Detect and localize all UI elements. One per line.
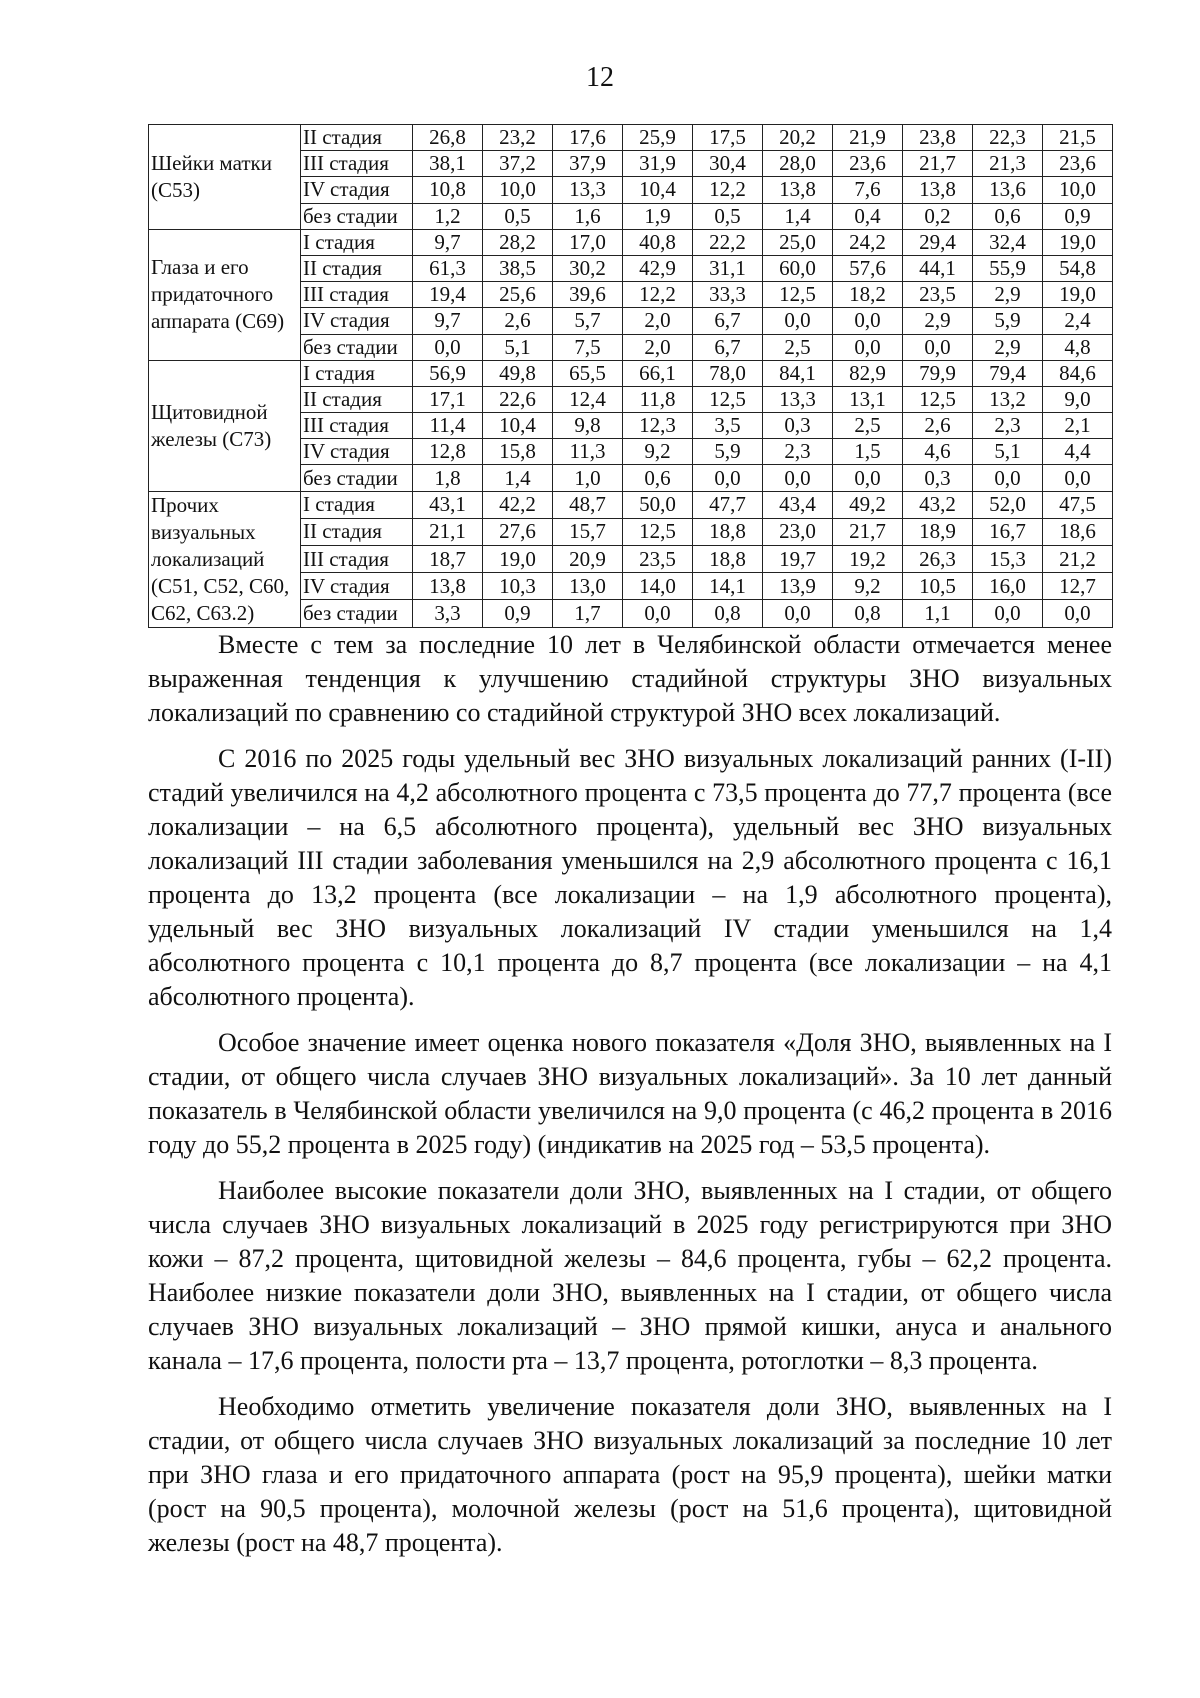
value-cell: 16,0 [973, 573, 1043, 600]
value-cell: 11,8 [623, 386, 693, 412]
stage-cell: I стадия [301, 360, 413, 386]
paragraph: Необходимо отметить увеличение показателя доли ЗНО, выявленных на I стадии, от общего числа случаев ЗНО визуальных локализаций за последние 10 лет при ЗНО глаза и его придаточного аппарата (рост на 95,9 процента), шейки матки (рост на 90,5 процента), молочной железы (рост на 51,6 процента), щитовидной железы (рост на 48,7 процента). [148, 1392, 1112, 1557]
value-cell: 13,8 [413, 573, 483, 600]
page-number: 12 [586, 62, 614, 93]
value-cell: 78,0 [693, 360, 763, 386]
value-cell: 21,2 [1043, 546, 1113, 573]
value-cell: 22,2 [693, 229, 763, 255]
stage-cell: IV стадия [301, 308, 413, 334]
value-cell: 19,7 [763, 546, 833, 573]
value-cell: 0,5 [693, 203, 763, 229]
value-cell: 21,1 [413, 518, 483, 545]
value-cell: 4,6 [903, 439, 973, 465]
value-cell: 25,6 [483, 282, 553, 308]
value-cell: 10,0 [483, 177, 553, 203]
stage-cell: IV стадия [301, 439, 413, 465]
value-cell: 18,6 [1043, 518, 1113, 545]
value-cell: 13,1 [833, 386, 903, 412]
value-cell: 82,9 [833, 360, 903, 386]
value-cell: 17,5 [693, 125, 763, 151]
stage-cell: IV стадия [301, 177, 413, 203]
stage-cell: без стадии [301, 203, 413, 229]
value-cell: 10,8 [413, 177, 483, 203]
value-cell: 21,7 [833, 518, 903, 545]
value-cell: 15,3 [973, 546, 1043, 573]
value-cell: 42,2 [483, 491, 553, 518]
value-cell: 23,5 [903, 282, 973, 308]
value-cell: 39,6 [553, 282, 623, 308]
value-cell: 1,0 [553, 465, 623, 491]
value-cell: 49,2 [833, 491, 903, 518]
value-cell: 0,0 [1043, 465, 1113, 491]
stage-cell: III стадия [301, 282, 413, 308]
paragraph: Особое значение имеет оценка нового показателя «Доля ЗНО, выявленных на I стадии, от общего числа случаев ЗНО визуальных локализаций». За 10 лет данный показатель в Челябинской области увеличился на 9,0 процента (с 46,2 процента в 2016 году до 55,2 процента в 2025 году) (индикатив на 2025 год – 53,5 процента). [148, 1028, 1112, 1159]
value-cell: 13,6 [973, 177, 1043, 203]
table-row [149, 491, 1113, 518]
value-cell: 11,3 [553, 439, 623, 465]
value-cell: 28,2 [483, 229, 553, 255]
value-cell: 4,4 [1043, 439, 1113, 465]
value-cell: 50,0 [623, 491, 693, 518]
value-cell: 2,5 [833, 413, 903, 439]
value-cell: 0,6 [623, 465, 693, 491]
table-row [149, 229, 1113, 255]
value-cell: 9,7 [413, 308, 483, 334]
value-cell: 2,9 [973, 282, 1043, 308]
value-cell: 22,3 [973, 125, 1043, 151]
value-cell: 16,7 [973, 518, 1043, 545]
value-cell: 13,8 [763, 177, 833, 203]
value-cell: 20,9 [553, 546, 623, 573]
value-cell: 0,0 [763, 465, 833, 491]
value-cell: 0,0 [833, 334, 903, 360]
value-cell: 22,6 [483, 386, 553, 412]
value-cell: 26,3 [903, 546, 973, 573]
value-cell: 0,0 [973, 600, 1043, 627]
value-cell: 42,9 [623, 255, 693, 281]
value-cell: 14,1 [693, 573, 763, 600]
stage-cell: I стадия [301, 229, 413, 255]
value-cell: 79,9 [903, 360, 973, 386]
value-cell: 65,5 [553, 360, 623, 386]
site-cell: Шейки матки (С53) [149, 125, 301, 230]
paragraph: Вместе с тем за последние 10 лет в Челябинской области отмечается менее выраженная тенденция к улучшению стадийной структуры ЗНО визуальных локализаций по сравнению со стадийной структурой ЗНО всех локализаций. [148, 630, 1112, 727]
value-cell: 31,1 [693, 255, 763, 281]
value-cell: 25,0 [763, 229, 833, 255]
value-cell: 17,6 [553, 125, 623, 151]
value-cell: 0,3 [763, 413, 833, 439]
value-cell: 2,0 [623, 334, 693, 360]
value-cell: 5,1 [973, 439, 1043, 465]
value-cell: 10,0 [1043, 177, 1113, 203]
value-cell: 3,5 [693, 413, 763, 439]
site-cell: Глаза и его придаточного аппарата (С69) [149, 229, 301, 360]
value-cell: 0,0 [833, 308, 903, 334]
value-cell: 1,1 [903, 600, 973, 627]
value-cell: 5,9 [973, 308, 1043, 334]
value-cell: 19,2 [833, 546, 903, 573]
stage-cell: II стадия [301, 125, 413, 151]
value-cell: 84,6 [1043, 360, 1113, 386]
value-cell: 17,1 [413, 386, 483, 412]
value-cell: 66,1 [623, 360, 693, 386]
value-cell: 60,0 [763, 255, 833, 281]
value-cell: 12,4 [553, 386, 623, 412]
value-cell: 21,9 [833, 125, 903, 151]
value-cell: 18,8 [693, 546, 763, 573]
paragraph: Наиболее высокие показатели доли ЗНО, выявленных на I стадии, от общего числа случаев ЗНО визуальных локализаций в 2025 году регистрируются при ЗНО кожи – 87,2 процента, щитовидной железы – 84,6 процента, губы – 62,2 процента. Наиболее низкие показатели доли ЗНО, выявленных на I стадии, от общего числа случаев ЗНО визуальных локализаций – ЗНО прямой кишки, ануса и анального канала – 17,6 процента, полости рта – 13,7 процента, ротоглотки – 8,3 процента. [148, 1176, 1112, 1375]
stage-cell: I стадия [301, 491, 413, 518]
stage-cell: II стадия [301, 386, 413, 412]
value-cell: 43,1 [413, 491, 483, 518]
value-cell: 17,0 [553, 229, 623, 255]
stage-cell: без стадии [301, 465, 413, 491]
value-cell: 28,0 [763, 151, 833, 177]
value-cell: 19,0 [1043, 282, 1113, 308]
value-cell: 19,0 [1043, 229, 1113, 255]
value-cell: 1,9 [623, 203, 693, 229]
value-cell: 10,3 [483, 573, 553, 600]
value-cell: 19,4 [413, 282, 483, 308]
value-cell: 33,3 [693, 282, 763, 308]
stage-cell: III стадия [301, 151, 413, 177]
value-cell: 23,8 [903, 125, 973, 151]
value-cell: 9,8 [553, 413, 623, 439]
value-cell: 0,0 [833, 465, 903, 491]
value-cell: 30,2 [553, 255, 623, 281]
stage-cell: III стадия [301, 546, 413, 573]
value-cell: 27,6 [483, 518, 553, 545]
value-cell: 5,9 [693, 439, 763, 465]
stage-structure-table [148, 124, 1113, 628]
value-cell: 2,5 [763, 334, 833, 360]
value-cell: 57,6 [833, 255, 903, 281]
value-cell: 21,3 [973, 151, 1043, 177]
value-cell: 37,9 [553, 151, 623, 177]
stage-cell: II стадия [301, 255, 413, 281]
value-cell: 0,2 [903, 203, 973, 229]
value-cell: 1,8 [413, 465, 483, 491]
value-cell: 0,0 [623, 600, 693, 627]
value-cell: 47,5 [1043, 491, 1113, 518]
value-cell: 18,8 [693, 518, 763, 545]
stage-cell: II стадия [301, 518, 413, 545]
value-cell: 12,5 [763, 282, 833, 308]
value-cell: 6,7 [693, 334, 763, 360]
value-cell: 13,9 [763, 573, 833, 600]
value-cell: 2,6 [903, 413, 973, 439]
value-cell: 31,9 [623, 151, 693, 177]
value-cell: 23,6 [1043, 151, 1113, 177]
value-cell: 13,2 [973, 386, 1043, 412]
value-cell: 0,5 [483, 203, 553, 229]
value-cell: 5,1 [483, 334, 553, 360]
value-cell: 29,4 [903, 229, 973, 255]
value-cell: 11,4 [413, 413, 483, 439]
value-cell: 7,6 [833, 177, 903, 203]
body-text [148, 628, 1112, 1572]
value-cell: 2,9 [973, 334, 1043, 360]
value-cell: 15,8 [483, 439, 553, 465]
value-cell: 9,0 [1043, 386, 1113, 412]
value-cell: 5,7 [553, 308, 623, 334]
value-cell: 61,3 [413, 255, 483, 281]
table-row [149, 125, 1113, 151]
value-cell: 1,4 [763, 203, 833, 229]
value-cell: 0,0 [1043, 600, 1113, 627]
value-cell: 25,9 [623, 125, 693, 151]
value-cell: 24,2 [833, 229, 903, 255]
value-cell: 0,9 [1043, 203, 1113, 229]
value-cell: 2,0 [623, 308, 693, 334]
value-cell: 13,8 [903, 177, 973, 203]
value-cell: 13,3 [763, 386, 833, 412]
value-cell: 26,8 [413, 125, 483, 151]
value-cell: 18,9 [903, 518, 973, 545]
value-cell: 30,4 [693, 151, 763, 177]
value-cell: 1,7 [553, 600, 623, 627]
value-cell: 32,4 [973, 229, 1043, 255]
value-cell: 0,0 [763, 600, 833, 627]
value-cell: 23,6 [833, 151, 903, 177]
value-cell: 1,2 [413, 203, 483, 229]
value-cell: 0,6 [973, 203, 1043, 229]
value-cell: 44,1 [903, 255, 973, 281]
value-cell: 1,4 [483, 465, 553, 491]
value-cell: 18,7 [413, 546, 483, 573]
value-cell: 12,7 [1043, 573, 1113, 600]
site-cell: Прочих визуальных локализаций (С51, С52, С60, С62, С63.2) [149, 491, 301, 627]
value-cell: 84,1 [763, 360, 833, 386]
value-cell: 12,5 [623, 518, 693, 545]
value-cell: 43,4 [763, 491, 833, 518]
value-cell: 7,5 [553, 334, 623, 360]
value-cell: 4,8 [1043, 334, 1113, 360]
value-cell: 3,3 [413, 600, 483, 627]
value-cell: 1,5 [833, 439, 903, 465]
value-cell: 55,9 [973, 255, 1043, 281]
value-cell: 12,2 [623, 282, 693, 308]
value-cell: 23,0 [763, 518, 833, 545]
value-cell: 15,7 [553, 518, 623, 545]
value-cell: 10,4 [483, 413, 553, 439]
value-cell: 0,3 [903, 465, 973, 491]
value-cell: 54,8 [1043, 255, 1113, 281]
value-cell: 10,4 [623, 177, 693, 203]
value-cell: 12,2 [693, 177, 763, 203]
value-cell: 47,7 [693, 491, 763, 518]
value-cell: 0,4 [833, 203, 903, 229]
value-cell: 13,3 [553, 177, 623, 203]
value-cell: 40,8 [623, 229, 693, 255]
paragraph: С 2016 по 2025 годы удельный вес ЗНО визуальных локализаций ранних (I-II) стадий увеличился на 4,2 абсолютного процента с 73,5 процента до 77,7 процента (все локализации – на 6,5 абсолютного процента), удельный вес ЗНО визуальных локализаций III стадии заболевания уменьшился на 2,9 абсолютного процента с 16,1 процента до 13,2 процента (все локализации – на 1,9 абсолютного процента), удельный вес ЗНО визуальных локализаций IV стадии уменьшился на 1,4 абсолютного процента с 10,1 процента до 8,7 процента (все локализации – на 4,1 абсолютного процента). [148, 744, 1112, 1011]
value-cell: 48,7 [553, 491, 623, 518]
value-cell: 38,1 [413, 151, 483, 177]
stage-cell: III стадия [301, 413, 413, 439]
value-cell: 6,7 [693, 308, 763, 334]
value-cell: 56,9 [413, 360, 483, 386]
value-cell: 9,7 [413, 229, 483, 255]
value-cell: 12,3 [623, 413, 693, 439]
value-cell: 37,2 [483, 151, 553, 177]
value-cell: 10,5 [903, 573, 973, 600]
stage-cell: без стадии [301, 600, 413, 627]
value-cell: 0,0 [903, 334, 973, 360]
value-cell: 0,8 [693, 600, 763, 627]
value-cell: 2,9 [903, 308, 973, 334]
value-cell: 20,2 [763, 125, 833, 151]
value-cell: 12,5 [903, 386, 973, 412]
table-body [149, 125, 1113, 628]
site-cell: Щитовидной железы (С73) [149, 360, 301, 491]
value-cell: 23,5 [623, 546, 693, 573]
value-cell: 43,2 [903, 491, 973, 518]
value-cell: 9,2 [833, 573, 903, 600]
value-cell: 12,8 [413, 439, 483, 465]
value-cell: 13,0 [553, 573, 623, 600]
value-cell: 23,2 [483, 125, 553, 151]
value-cell: 0,0 [413, 334, 483, 360]
value-cell: 19,0 [483, 546, 553, 573]
value-cell: 0,0 [973, 465, 1043, 491]
value-cell: 9,2 [623, 439, 693, 465]
value-cell: 2,4 [1043, 308, 1113, 334]
value-cell: 2,1 [1043, 413, 1113, 439]
value-cell: 79,4 [973, 360, 1043, 386]
value-cell: 2,3 [763, 439, 833, 465]
value-cell: 21,5 [1043, 125, 1113, 151]
value-cell: 49,8 [483, 360, 553, 386]
value-cell: 21,7 [903, 151, 973, 177]
table-row [149, 360, 1113, 386]
value-cell: 18,2 [833, 282, 903, 308]
value-cell: 2,6 [483, 308, 553, 334]
value-cell: 0,0 [693, 465, 763, 491]
stage-cell: IV стадия [301, 573, 413, 600]
value-cell: 0,9 [483, 600, 553, 627]
value-cell: 12,5 [693, 386, 763, 412]
value-cell: 0,0 [763, 308, 833, 334]
value-cell: 38,5 [483, 255, 553, 281]
value-cell: 2,3 [973, 413, 1043, 439]
value-cell: 1,6 [553, 203, 623, 229]
value-cell: 14,0 [623, 573, 693, 600]
value-cell: 0,8 [833, 600, 903, 627]
stage-cell: без стадии [301, 334, 413, 360]
value-cell: 52,0 [973, 491, 1043, 518]
